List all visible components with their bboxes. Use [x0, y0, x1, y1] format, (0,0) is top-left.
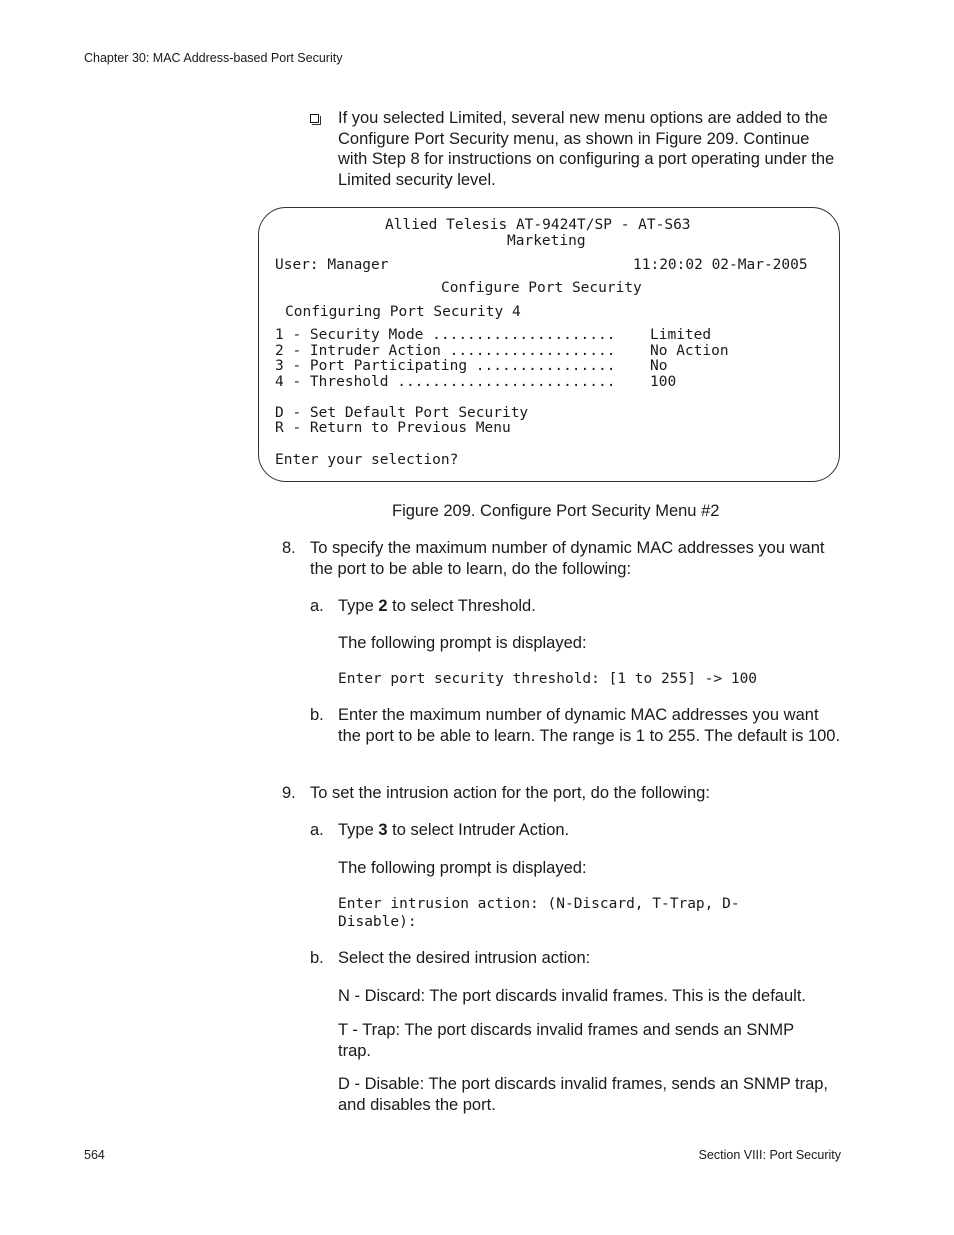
key-3: 3: [378, 821, 388, 839]
option-discard: N - Discard: The port discards invalid frames. This is the default.: [338, 987, 806, 1005]
screen-configuring: Configuring Port Security 4: [285, 304, 521, 320]
menu-item-threshold: 4 - Threshold .........................: [275, 374, 616, 390]
step-8-number: 8.: [282, 539, 296, 557]
page-number: 564: [84, 1148, 105, 1162]
menu-item-intruder-action: 2 - Intruder Action ...................: [275, 343, 616, 359]
screen-title: Allied Telesis AT-9424T/SP - AT-S63: [385, 217, 691, 233]
screen-user: User: Manager: [275, 257, 389, 273]
step-8b-marker: b.: [310, 706, 324, 724]
intrusion-prompt-line2: Disable):: [338, 914, 417, 930]
intrusion-prompt-line1: Enter intrusion action: (N-Discard, T-Trap, D-: [338, 896, 740, 912]
key-2: 2: [378, 597, 388, 615]
figure-caption: Figure 209. Configure Port Security Menu #2: [392, 502, 720, 520]
screen-prompt: Enter your selection?: [275, 452, 459, 468]
menu-option-return: R - Return to Previous Menu: [275, 420, 511, 436]
option-disable: D - Disable: The port discards invalid frames, sends an SNMP trap, and disables the port.: [338, 1075, 829, 1114]
running-header: Chapter 30: MAC Address-based Port Security: [84, 51, 343, 65]
step-9a-marker: a.: [310, 821, 324, 839]
menu-value-port-participating: No: [650, 358, 668, 374]
step-8a-text: Type 2 to select Threshold.: [338, 597, 536, 615]
step-9b-text: Select the desired intrusion action:: [338, 949, 591, 967]
checkbox-bullet-icon: [310, 114, 319, 123]
step-9a-prompt-intro: The following prompt is displayed:: [338, 859, 587, 877]
screen-menu-title: Configure Port Security: [441, 280, 642, 296]
step-9-text: To set the intrusion action for the port, do the following:: [310, 784, 710, 802]
step-9a-text: Type 3 to select Intruder Action.: [338, 821, 570, 839]
menu-option-default: D - Set Default Port Security: [275, 405, 529, 421]
step-8-text: To specify the maximum number of dynamic MAC addresses you want the port to be able to learn, do the following:: [310, 539, 825, 578]
screen-subtitle: Marketing: [507, 233, 586, 249]
step-8a-marker: a.: [310, 597, 324, 615]
step-8b-text: Enter the maximum number of dynamic MAC addresses you want the port to be able to learn. The range is 1 to 255. The default is 100.: [338, 706, 841, 745]
menu-value-intruder-action: No Action: [650, 343, 729, 359]
screen-datetime: 11:20:02 02-Mar-2005: [633, 257, 808, 273]
menu-item-port-participating: 3 - Port Participating ................: [275, 358, 616, 374]
step-8a-prompt-intro: The following prompt is displayed:: [338, 634, 587, 652]
intro-paragraph: If you selected Limited, several new menu options are added to the Configure Port Security menu, as shown in Figure 209. Continue with Step 8 for instructions on configuring a port operating under the Limited security level.: [338, 109, 835, 189]
step-9-number: 9.: [282, 784, 296, 802]
threshold-prompt: Enter port security threshold: [1 to 255] -> 100: [338, 671, 758, 687]
menu-value-security-mode: Limited: [650, 327, 712, 343]
menu-item-security-mode: 1 - Security Mode .....................: [275, 327, 616, 343]
menu-value-threshold: 100: [650, 374, 677, 390]
step-9b-marker: b.: [310, 949, 324, 967]
section-footer: Section VIII: Port Security: [698, 1148, 841, 1162]
option-trap: T - Trap: The port discards invalid frames and sends an SNMP trap.: [338, 1021, 794, 1060]
